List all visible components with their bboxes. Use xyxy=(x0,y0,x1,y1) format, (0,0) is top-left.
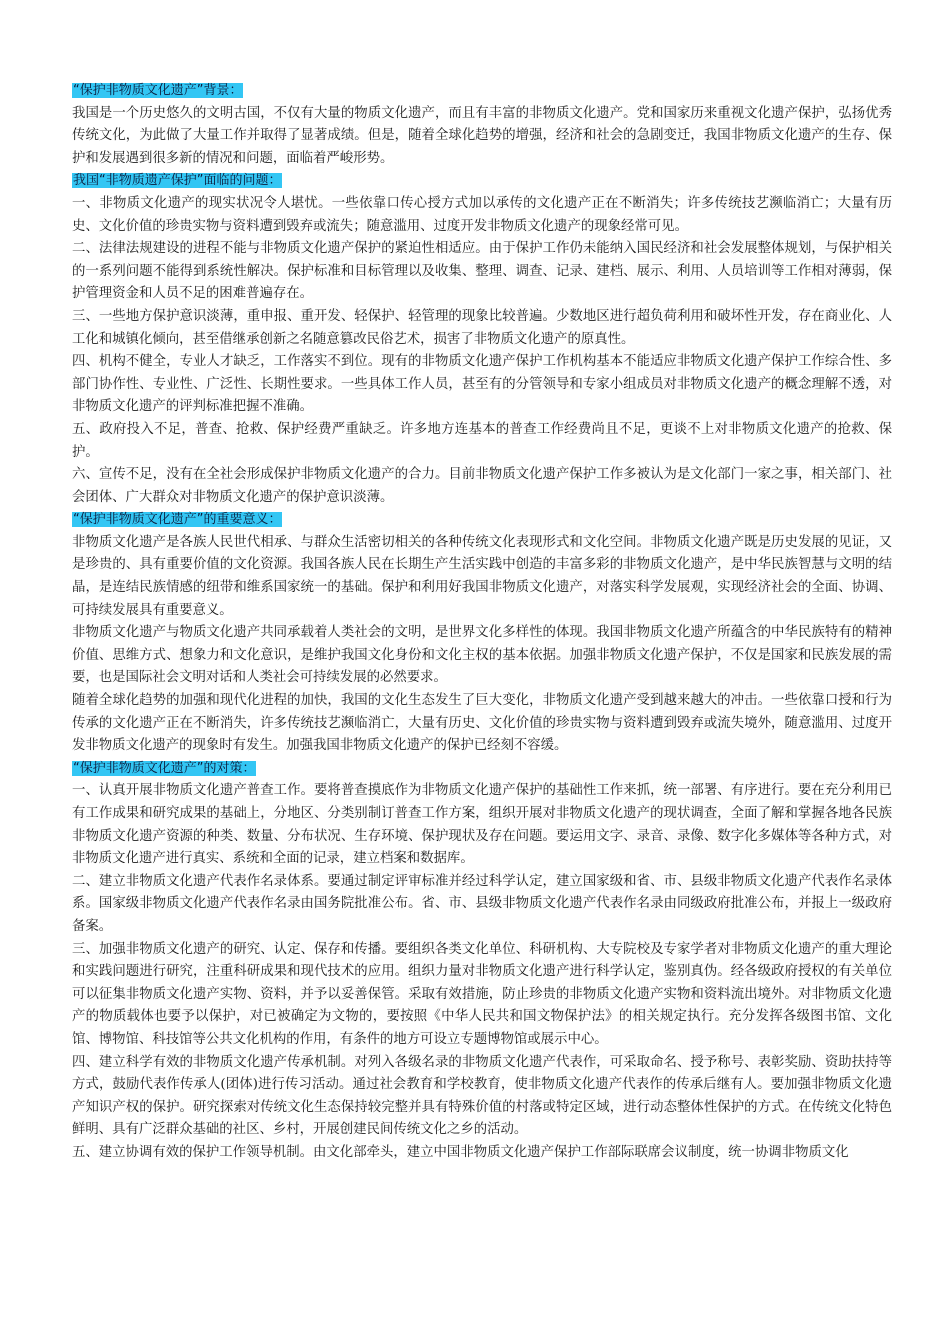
paragraph: 五、政府投入不足，普查、抢救、保护经费严重缺乏。许多地方连基本的普查工作经费尚且不足，更谈不上对非物质文化遗产的抢救、保护。 xyxy=(72,421,892,460)
section-heading-problems xyxy=(72,170,892,193)
section-heading-countermeasures xyxy=(72,758,892,781)
paragraph: 非物质文化遗产与物质文化遗产共同承载着人类社会的文明，是世界文化多样性的体现。我国非物质文化遗产所蕴含的中华民族特有的精神价值、思维方式、想象力和文化意识，是维护我国文化身份和文化主权的基本依据。加强非物质文化遗产保护，不仅是国家和民族发展的需要，也是国际社会文明对话和人类社会可持续发展的必然要求。 xyxy=(72,625,892,686)
section-heading: 我国“非物质遗产保护”面临的问题： xyxy=(73,173,282,189)
paragraph: 二、法律法规建设的进程不能与非物质文化遗产保护的紧迫性相适应。由于保护工作仍未能纳入国民经济和社会发展整体规划，与保护相关的一系列问题不能得到系统性解决。保护标准和目标管理以及收集、整理、调查、记录、建档、展示、利用、人员培训等工作相对薄弱，保护管理资金和人员不足的困难普遍存在。 xyxy=(72,241,892,302)
paragraph: 四、建立科学有效的非物质文化遗产传承机制。对列入各级名录的非物质文化遗产代表作，可采取命名、授予称号、表彰奖励、资助扶持等方式，鼓励代表作传承人(团体)进行传习活动。通过社会教育和学校教育，使非物质文化遗产代表作的传承后继有人。要加强非物质文化遗产知识产权的保护。研究探索对传统文化生态保持较完整并具有特殊价值的村落或特定区域，进行动态整体性保护的方式。在传统文化特色鲜明、具有广泛群众基础的社区、乡村，开展创建民间传统文化之乡的活动。 xyxy=(72,1054,892,1138)
paragraph: 一、认真开展非物质文化遗产普查工作。要将普查摸底作为非物质文化遗产保护的基础性工作来抓，统一部署、有序进行。要在充分利用已有工作成果和研究成果的基础上，分地区、分类别制订普查工作方案，组织开展对非物质文化遗产的现状调查，全面了解和掌握各地各民族非物质文化遗产资源的种类、数量、分布状况、生存环境、保护现状及存在问题。要运用文字、录音、录像、数字化多媒体等各种方式，对非物质文化遗产进行真实、系统和全面的记录，建立档案和数据库。 xyxy=(72,783,892,867)
paragraph: 三、一些地方保护意识淡薄，重申报、重开发、轻保护、轻管理的现象比较普遍。少数地区进行超负荷利用和破坏性开发，存在商业化、人工化和城镇化倾向，甚至借继承创新之名随意篡改民俗艺术，损害了非物质文化遗产的原真性。 xyxy=(72,308,892,347)
paragraph: 随着全球化趋势的加强和现代化进程的加快，我国的文化生态发生了巨大变化，非物质文化遗产受到越来越大的冲击。一些依靠口授和行为传承的文化遗产正在不断消失，许多传统技艺濒临消亡，大量有历史、文化价值的珍贵实物与资料遭到毁弃或流失境外，随意滥用、过度开发非物质文化遗产的现象时有发生。加强我国非物质文化遗产的保护已经刻不容缓。 xyxy=(72,693,892,754)
paragraph: 一、非物质文化遗产的现实状况令人堪忧。一些依靠口传心授方式加以承传的文化遗产正在不断消失；许多传统技艺濒临消亡；大量有历史、文化价值的珍贵实物与资料遭到毁弃或流失；随意滥用、过度开发非物质文化遗产的现象经常可见。 xyxy=(72,195,892,234)
paragraph: 六、宣传不足，没有在全社会形成保护非物质文化遗产的合力。目前非物质文化遗产保护工作多被认为是文化部门一家之事，相关部门、社会团体、广大群众对非物质文化遗产的保护意识淡薄。 xyxy=(72,467,892,505)
section-heading-background xyxy=(72,80,892,103)
paragraph: 四、机构不健全，专业人才缺乏，工作落实不到位。现有的非物质文化遗产保护工作机构基本不能适应非物质文化遗产保护工作综合性、多部门协作性、专业性、广泛性、长期性要求。一些具体工作人员，甚至有的分管领导和专家小组成员对非物质文化遗产的概念理解不透，对非物质文化遗产的评判标准把握不准确。 xyxy=(72,354,892,415)
paragraph: 我国是一个历史悠久的文明古国，不仅有大量的物质文化遗产，而且有丰富的非物质文化遗产。党和国家历来重视文化遗产保护，弘扬优秀传统文化，为此做了大量工作并取得了显著成绩。但是，随着全球化趋势的增强，经济和社会的急剧变迁，我国非物质文化遗产的生存、保护和发展遇到很多新的情况和问题，面临着严峻形势。 xyxy=(72,105,892,166)
section-heading: “保护非物质文化遗产”的对策： xyxy=(73,760,256,776)
section-heading-significance xyxy=(72,509,892,532)
paragraph: 二、建立非物质文化遗产代表作名录体系。要通过制定评审标准并经过科学认定，建立国家级和省、市、县级非物质文化遗产代表作名录体系。国家级非物质文化遗产代表作名录由国务院批准公布。省、市、县级非物质文化遗产代表作名录由同级政府批准公布，并报上一级政府备案。 xyxy=(72,873,892,934)
section-heading: “保护非物质文化遗产”的重要意义： xyxy=(73,512,282,528)
paragraph: 五、建立协调有效的保护工作领导机制。由文化部牵头，建立中国非物质文化遗产保护工作部际联席会议制度，统一协调非物质文化 xyxy=(72,1144,849,1160)
paragraph: 非物质文化遗产是各族人民世代相承、与群众生活密切相关的各种传统文化表现形式和文化空间。非物质文化遗产既是历史发展的见证，又是珍贵的、具有重要价值的文化资源。我国各族人民在长期生产生活实践中创造的丰富多彩的非物质文化遗产，是中华民族智慧与文明的结晶，是连结民族情感的纽带和维系国家统一的基础。保护和利用好我国非物质文化遗产，对落实科学发展观，实现经济社会的全面、协调、可持续发展具有重要意义。 xyxy=(72,534,892,618)
paragraph: 三、加强非物质文化遗产的研究、认定、保存和传播。要组织各类文化单位、科研机构、大专院校及专家学者对非物质文化遗产的重大理论和实践问题进行研究，注重科研成果和现代技术的应用。组织力量对非物质文化遗产进行科学认定，鉴别真伪。经各级政府授权的有关单位可以征集非物质文化遗产实物、资料，并予以妥善保管。采取有效措施，防止珍贵的非物质文化遗产实物和资料流出境外。对非物质文化遗产的物质载体也要予以保护，对已被确定为文物的，要按照《中华人民共和国文物保护法》的相关规定执行。充分发挥各级图书馆、文化馆、博物馆、科技馆等公共文化机构的作用，有条件的地方可设立专题博物馆或展示中心。 xyxy=(72,941,892,1047)
section-heading: “保护非物质文化遗产”背景： xyxy=(73,83,243,98)
document-page xyxy=(72,80,892,1165)
